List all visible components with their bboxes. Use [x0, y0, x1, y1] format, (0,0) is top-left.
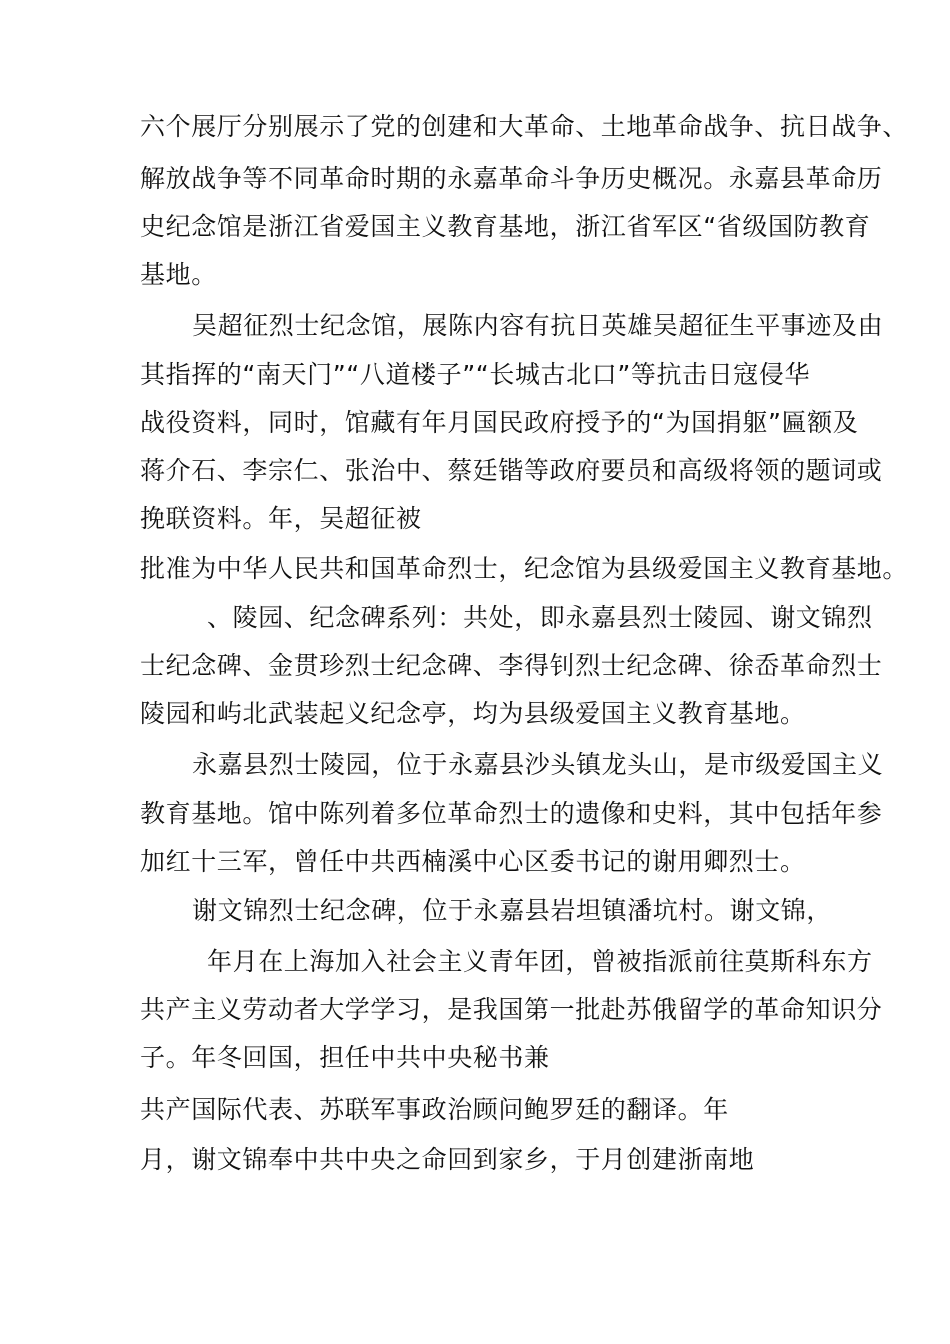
text-line: 吴超征烈士纪念馆，展陈内容有抗日英雄吴超征生平事迹及由 [192, 311, 884, 340]
text-line: 月，谢文锦奉中共中央之命回到家乡，于月创建浙南地 [140, 1145, 755, 1174]
text-line: 士纪念碑、金贯珍烈士纪念碑、李得钊烈士纪念碑、徐岙革命烈士 [140, 651, 883, 680]
text-line: 解放战争等不同革命时期的永嘉革命斗争历史概况。永嘉县革命历 [140, 164, 883, 193]
text-line: 永嘉县烈士陵园，位于永嘉县沙头镇龙头山，是市级爱国主义 [192, 750, 884, 779]
text-line: 六个展厅分别展示了党的创建和大革命、土地革命战争、抗日战争、 [140, 112, 909, 141]
text-line: 教育基地。馆中陈列着多位革命烈士的遗像和史料，其中包括年参 [140, 799, 883, 828]
text-line: 、陵园、纪念碑系列：共处，即永嘉县烈士陵园、谢文锦烈 [207, 603, 873, 632]
text-line: 年月在上海加入社会主义青年团，曾被指派前往莫斯科东方 [207, 947, 873, 976]
text-line: 蒋介石、李宗仁、张治中、蔡廷锴等政府要员和高级将领的题词或 [140, 456, 883, 485]
text-line: 共产主义劳动者大学学习，是我国第一批赴苏俄留学的革命知识分 [140, 995, 883, 1024]
text-line: 基地。 [140, 260, 217, 289]
text-line: 其指挥的“南天门”“八道楼子”“长城古北口”等抗击日寇侵华 [140, 360, 811, 389]
text-line: 共产国际代表、苏联军事政治顾问鲍罗廷的翻译。年 [140, 1095, 729, 1124]
text-line: 陵园和屿北武装起义纪念亭，均为县级爱国主义教育基地。 [140, 699, 806, 728]
text-line: 战役资料，同时，馆藏有年月国民政府授予的“为国捐躯”匾额及 [140, 408, 859, 437]
text-line: 谢文锦烈士纪念碑，位于永嘉县岩坦镇潘坑村。谢文锦， [192, 896, 833, 925]
text-line: 子。年冬回国，担任中共中央秘书兼 [140, 1043, 550, 1072]
text-line: 批准为中华人民共和国革命烈士，纪念馆为县级爱国主义教育基地。 [140, 554, 909, 583]
text-line: 挽联资料。年，吴超征被 [140, 504, 422, 533]
text-line: 加红十三军，曾任中共西楠溪中心区委书记的谢用卿烈士。 [140, 847, 806, 876]
text-line: 史纪念馆是浙江省爱国主义教育基地，浙江省军区“省级国防教育 [140, 212, 871, 241]
